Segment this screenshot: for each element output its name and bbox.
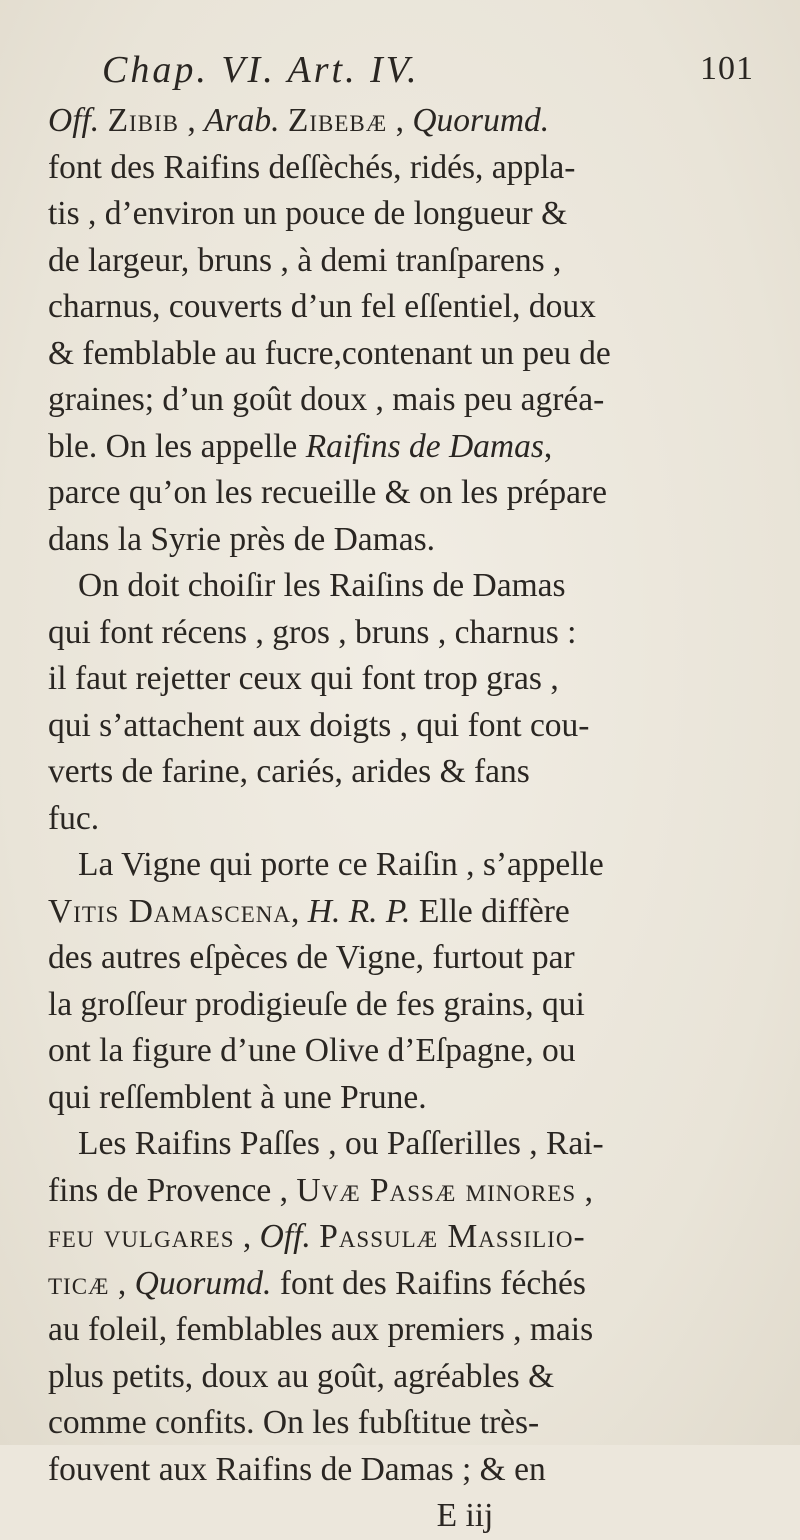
text-run: , <box>576 1171 593 1209</box>
text-run <box>311 1218 319 1255</box>
text-line <box>48 703 772 750</box>
text-line <box>48 238 772 285</box>
text-run: Off. <box>48 102 100 139</box>
text-run: , <box>234 1218 260 1255</box>
text-line <box>48 145 772 192</box>
text-run: graines; d’un goût doux , mais peu agréa- <box>48 381 605 418</box>
text-run: , <box>179 102 205 139</box>
text-line <box>48 470 772 517</box>
text-run: au foleil, femblables aux premiers , mais <box>48 1311 594 1348</box>
text-line <box>48 656 772 703</box>
text-line <box>48 191 772 238</box>
text-run: fuc. <box>48 799 100 837</box>
text-run <box>99 102 107 139</box>
text-run: , <box>109 1264 135 1302</box>
text-run: feu vulgares <box>48 1218 235 1255</box>
text-line <box>48 517 772 564</box>
text-line <box>48 377 772 424</box>
text-run: Raifins de Damas <box>305 427 544 465</box>
text-line <box>48 284 772 331</box>
text-run: Uvæ Passæ minores <box>296 1171 577 1209</box>
text-run: fouvent aux Raifins de Damas ; & en <box>48 1450 546 1488</box>
text-run: dans la Syrie près de Damas. <box>48 520 436 558</box>
text-line <box>48 1400 772 1447</box>
text-run: Passulæ Massilio- <box>319 1218 586 1255</box>
text-run: des autres eſpèces de Vigne, furtout par <box>48 939 575 976</box>
signature-mark: E iij <box>436 1497 494 1534</box>
text-line <box>48 1354 772 1401</box>
text-run: de largeur, bruns , à demi tranſparens , <box>48 241 562 279</box>
text-run: verts de farine, cariés, arides & fans <box>48 753 530 790</box>
text-run: & femblable au fucre,contenant un peu de <box>48 334 611 372</box>
text-line <box>48 982 772 1029</box>
text-run: , <box>291 892 308 930</box>
text-run: charnus, couverts d’un fel eſſentiel, doux <box>48 288 596 325</box>
text-run: font des Raifins deſſèchés, ridés, appla- <box>48 148 576 186</box>
text-run: , <box>543 427 553 465</box>
text-line <box>48 1307 772 1354</box>
text-run: Quorumd. <box>412 102 550 139</box>
body-text <box>48 98 772 1493</box>
text-line <box>48 842 772 889</box>
text-line <box>48 1028 772 1075</box>
text-line <box>48 1447 772 1494</box>
text-line <box>48 749 772 796</box>
text-line <box>48 889 772 936</box>
text-run: qui s’attachent aux doigts , qui font cou- <box>48 706 590 744</box>
text-run: qui font récens , gros , bruns , charnus : <box>48 613 577 651</box>
running-head <box>48 48 772 98</box>
text-run: Zibib <box>107 102 180 139</box>
text-run: La Vigne qui porte ce Raiſin , s’appelle <box>78 846 604 883</box>
text-line <box>48 1121 772 1168</box>
text-run: H. R. P. <box>307 892 411 930</box>
text-run: Zibebæ <box>287 102 388 139</box>
text-run: il faut rejetter ceux qui font trop gras , <box>48 660 559 697</box>
text-line <box>48 424 772 471</box>
text-run: ticæ <box>48 1264 110 1302</box>
text-run: font des Raifins féchés <box>271 1264 586 1302</box>
text-run: qui reſſemblent à une Prune. <box>48 1078 427 1116</box>
text-line <box>48 1168 772 1215</box>
text-run: Arab. <box>204 102 280 139</box>
text-run: la groſſeur prodigieuſe de fes grains, qui <box>48 985 585 1023</box>
text-run: fins de Provence , <box>48 1171 297 1209</box>
text-run: On doit choiſir les Raiſins de Damas <box>78 567 566 604</box>
text-line <box>48 1214 772 1261</box>
text-run: ont la figure d’une Olive d’Eſpagne, ou <box>48 1032 576 1069</box>
text-line <box>48 935 772 982</box>
text-line <box>48 98 772 145</box>
page-number: 101 <box>700 50 754 87</box>
text-line <box>48 1261 772 1308</box>
text-run: Off. <box>259 1218 311 1255</box>
text-run: Les Raifins Paſſes , ou Paſſerilles , Rai- <box>78 1125 604 1162</box>
text-run: tis , d’environ un pouce de longueur & <box>48 195 568 232</box>
chapter-heading: Chap. VI. Art. IV. <box>102 49 420 91</box>
text-run: Quorumd. <box>134 1264 272 1302</box>
text-run: ble. On les appelle <box>48 427 306 465</box>
text-line <box>48 1075 772 1122</box>
text-run: parce qu’on les recueille & on les prépare <box>48 474 607 511</box>
text-run: Elle diffère <box>410 892 570 930</box>
text-line <box>48 331 772 378</box>
text-run: Vitis Damascena <box>48 892 291 930</box>
text-run <box>280 102 288 139</box>
text-line <box>48 563 772 610</box>
text-line <box>48 610 772 657</box>
text-run: plus petits, doux au goût, agréables & <box>48 1357 555 1395</box>
text-line <box>48 796 772 843</box>
text-run: comme confits. On les fubſtitue très- <box>48 1404 540 1441</box>
text-run: , <box>387 102 413 139</box>
